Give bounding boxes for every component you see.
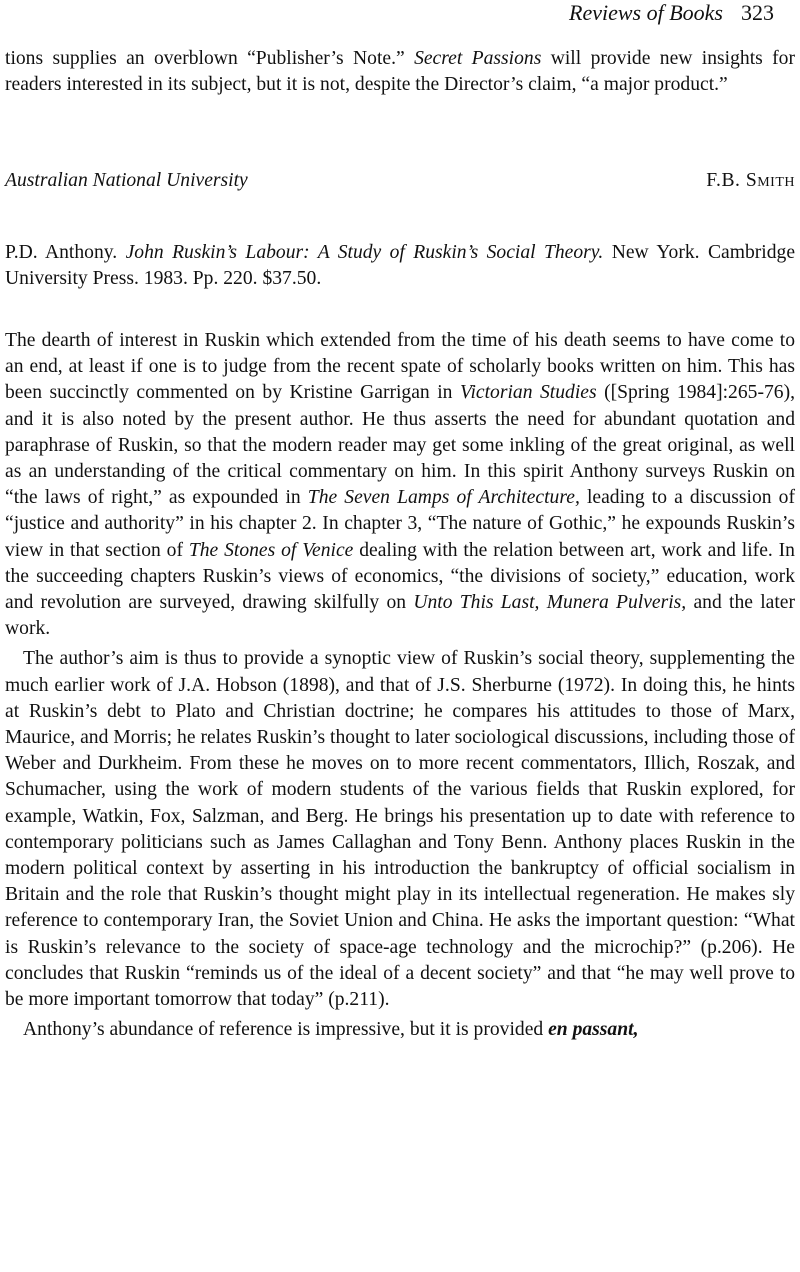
paragraph-3 — [5, 1017, 795, 1043]
text-run: The dearth of interest in Ruskin which extended from the time of his death seems to have come to an end, at least if one is to judge from the recent spate of scholarly books written on him. This has been succinctly commented on by Kristine Garrigan in — [5, 330, 795, 404]
running-head-title: Reviews of Books — [569, 0, 723, 25]
running-head — [569, 0, 774, 26]
text-run: and the later work. — [5, 592, 796, 640]
paragraph-1 — [5, 328, 795, 642]
citation-details: New York. Cambridge University Press. 1983. Pp. 220. $37.50. — [5, 242, 796, 290]
text-run: tions supplies an overblown “Publisher’s Note.” — [5, 48, 415, 69]
previous-review-paragraph — [5, 46, 795, 98]
citation-author: P.D. Anthony. — [5, 242, 126, 263]
book-title-italic: Unto This Last, Munera Pulveris, — [413, 592, 687, 614]
page-number: 323 — [741, 0, 774, 25]
text-run: dealing with the relation between art, work and life. In the succeeding chapters Ruskin’s views of economics, “the divisions of society,” education, work and revolution are surveyed, drawing skilfully on — [5, 539, 795, 614]
book-title-italic: The Stones of Venice — [188, 539, 354, 561]
review-body — [5, 328, 795, 1043]
paragraph-2: The author’s aim is thus to provide a synoptic view of Ruskin’s social theory, supplementing the much earlier work of J.A. Hobson (1898), and that of J.S. Sherburne (1972). In doing this, he hints at Ruskin’s debt to Plato and Christian doctrine; he compares his attitudes to those of Marx, Maurice, and Morris; he relates Ruskin’s thought to later sociological discussions, including those of Weber and Durkheim. From these he moves on to more recent commentators, Illich, Roszak, and Schumacher, using the work of modern students of the various fields that Ruskin explored, for example, Watkin, Fox, Salzman, and Berg. He brings his presentation up to date with reference to contemporary politicians such as James Callaghan and Tony Benn. Anthony places Ruskin in the modern political context by asserting in his introduction the bankruptcy of official socialism in Britain and the role that Ruskin’s thought might play in its intellectual regeneration. He makes sly reference to contemporary Iran, the Soviet Union and China. He asks the important question: “What is Ruskin’s relevance to the society of space-age technology and the microchip?” (p.206). He concludes that Ruskin “reminds us of the ideal of a decent society” and that “he may well prove to be more important tomorrow that today” (p.211). — [5, 648, 795, 1011]
book-title-italic: The Seven Lamps of Architecture, — [307, 487, 580, 509]
book-citation — [5, 240, 795, 292]
journal-title-italic: Victorian Studies — [459, 382, 597, 404]
reviewer-signature — [5, 168, 795, 194]
previous-review-ending — [5, 46, 795, 98]
emphasis-bold-italic: en passant, — [548, 1019, 639, 1041]
text-run: leading to a discussion of “justice and authority” in his chapter 2. In chapter 3, “The nature of Gothic,” he expounds Ruskin’s view in that section of — [5, 487, 795, 561]
text-run: ([Spring 1984]:265-76), and it is also noted by the present author. He thus asserts the need for abundant quotation and paraphrase of Ruskin, so that the modern reader may get some inkling of the great original, as well as an understanding of the critical commentary on him. In this spirit Anthony surveys Ruskin on “the laws of right,” as expounded in — [5, 382, 795, 509]
reviewer-name: F.B. Smith — [706, 170, 795, 191]
text-run: Anthony’s abundance of reference is impressive, but it is provided — [23, 1019, 549, 1041]
book-title-italic: Secret Passions — [414, 48, 542, 69]
citation-title: John Ruskin’s Labour: A Study of Ruskin’s Social Theory. — [125, 242, 604, 263]
text-run: will provide new insights for readers interested in its subject, but it is not, despite the Director’s claim, “a major product.” — [5, 48, 795, 96]
citation-line — [5, 240, 795, 292]
reviewer-affiliation: Australian National University — [5, 170, 248, 191]
